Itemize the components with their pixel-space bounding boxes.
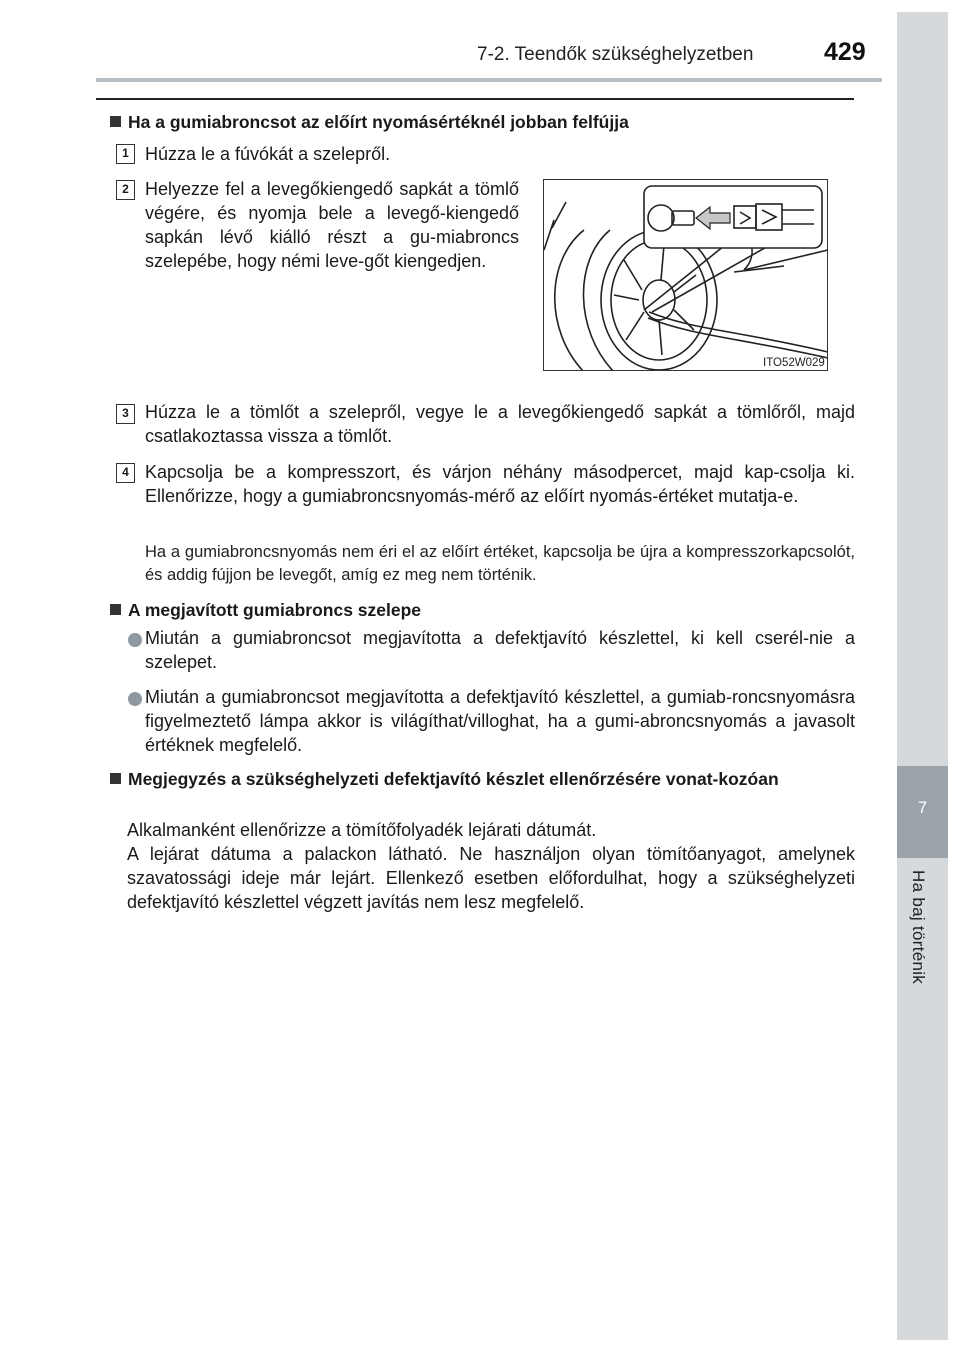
inflation-note: Ha a gumiabroncsnyomás nem éri el az előírt értéket, kapcsolja be újra a kompresszorkapcsolót, és addig fújjon be levegőt, amíg ez meg nem történik. — [145, 543, 855, 584]
step-number-4: 4 — [116, 463, 135, 483]
section-title: 7-2. Teendők szükséghelyzetben — [477, 44, 754, 65]
section-rule — [96, 98, 854, 100]
heading-text: Ha a gumiabroncsot az előírt nyomásértéknél jobban felfújja — [128, 112, 629, 132]
section-heading-overinflated — [110, 111, 854, 134]
heading-text: A megjavított gumiabroncs szelepe — [128, 600, 422, 620]
square-bullet-icon — [110, 604, 121, 615]
heading-text: Megjegyzés a szükséghelyzeti defektjavító készlet ellenőrzésére vonat-kozóan — [128, 769, 779, 789]
step-text-2: Helyezze fel a levegőkiengedő sapkát a tömlő végére, és nyomja bele a levegő-kiengedő sapkán lévő kiálló részt a gu-miabroncs szelepébe, hogy némi leve-gőt kiengedjen. — [145, 179, 519, 271]
bullet-text-1: Miután a gumiabroncsot megjavította a defektjavító készlettel, ki kell cserél-nie a szelepet. — [145, 628, 855, 672]
page-number: 429 — [824, 38, 866, 66]
step-text-3: Húzza le a tömlőt a szelepről, vegye le a levegőkiengedő sapkát a tömlőről, majd csatlakoztassa vissza a tömlőt. — [145, 402, 855, 446]
round-bullet-icon — [128, 692, 142, 706]
step-number-1: 1 — [116, 144, 135, 164]
side-tab — [897, 12, 948, 1340]
chapter-number: 7 — [917, 798, 928, 817]
step-text-4: Kapcsolja be a kompresszort, és várjon néhány másodpercet, majd kap-csolja ki. Ellenőrizze, hogy a gumiabroncsnyomás-mérő az előírt nyomás-értéket mutatja-e. — [145, 462, 855, 506]
bullet-text-2: Miután a gumiabroncsot megjavította a defektjavító készlettel, a gumiab-roncsnyomásra figyelmeztető lámpa akkor is világíthat/villoghat, ha a gumi-abroncsnyomás a javasolt értéknek megfelelő. — [145, 687, 855, 755]
square-bullet-icon — [110, 773, 121, 784]
deflation-cap-illustration — [543, 179, 828, 371]
round-bullet-icon — [128, 633, 142, 647]
chapter-label: Ha baj történik — [909, 870, 928, 985]
kit-check-paragraph-1: Alkalmanként ellenőrizze a tömítőfolyadék lejárati dátumát. — [127, 820, 597, 840]
figure-code: ITO52W029 — [763, 357, 825, 369]
section-heading-repaired-valve — [110, 599, 854, 622]
step-text-1: Húzza le a fúvókát a szelepről. — [145, 144, 391, 164]
tire-valve-drawing — [544, 180, 828, 371]
section-heading-kit-check — [110, 768, 854, 791]
step-number-2: 2 — [116, 180, 135, 200]
kit-check-paragraph-2: A lejárat dátuma a palackon látható. Ne használjon olyan tömítőanyagot, amelynek szavatossági ideje már lejárt. Ellenkező esetben előfordulhat, hogy a szükséghelyzeti defektjavító készlettel végzett javítás nem lesz megfelelő. — [127, 844, 855, 912]
header-rule — [96, 78, 882, 82]
step-number-3: 3 — [116, 404, 135, 424]
square-bullet-icon — [110, 116, 121, 127]
